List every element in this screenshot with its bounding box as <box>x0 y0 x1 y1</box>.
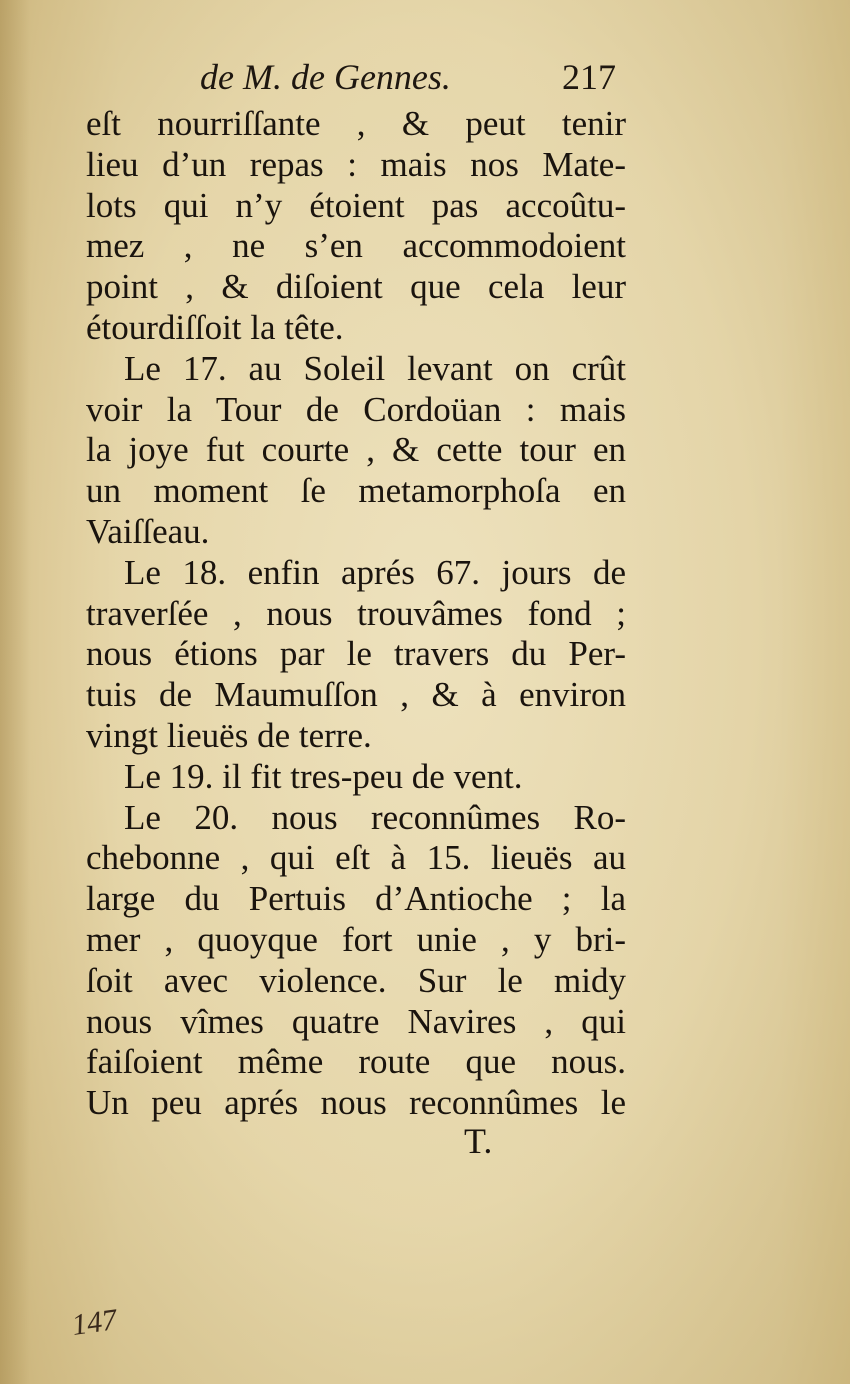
text-line: nous vîmes quatre Navires , qui <box>86 1001 626 1041</box>
text-line: point , & diſoient que cela leur <box>86 267 626 307</box>
text-line: Le 17. au Soleil levant on crût <box>124 348 626 388</box>
handwritten-margin-note: 147 <box>69 1303 120 1342</box>
running-head <box>0 56 850 106</box>
text-line: tuis de Maumuſſon , & à environ <box>86 675 626 715</box>
running-title: de M. de Gennes. <box>200 57 451 97</box>
text-line: mer , quoyque fort unie , y bri- <box>86 919 626 959</box>
text-line: voir la Tour de Cordoüan : mais <box>86 389 626 429</box>
text-line: faiſoient même route que nous. <box>86 1042 626 1082</box>
text-line: traverſée , nous trouvâmes fond ; <box>86 593 626 633</box>
text-line: Un peu aprés nous reconnûmes le <box>86 1083 626 1123</box>
text-line: eſt nourriſſante , & peut tenir <box>86 104 626 143</box>
text-line: Le 18. enfin aprés 67. jours de <box>124 552 626 592</box>
text-line: un moment ſe metamorphoſa en <box>86 471 626 511</box>
text-line: lots qui n’y étoient pas accoûtu- <box>86 185 626 225</box>
text-line: lieu d’un repas : mais nos Mate- <box>86 144 626 184</box>
text-line: Le 19. il fit tres-peu de vent. <box>124 756 523 796</box>
text-line: la joye fut courte , & cette tour en <box>86 430 626 470</box>
catchword: T. <box>464 1121 493 1161</box>
page-number: 217 <box>562 57 616 97</box>
text-line: large du Pertuis d’Antioche ; la <box>86 879 626 919</box>
text-line: nous étions par le travers du Per- <box>86 634 626 674</box>
text-line: mez , ne s’en accommodoient <box>86 226 626 266</box>
text-line: chebonne , qui eſt à 15. lieuës au <box>86 838 626 878</box>
text-line: ſoit avec violence. Sur le midy <box>86 960 626 1000</box>
page-gutter-shadow <box>0 0 30 1384</box>
body-text <box>86 104 626 1124</box>
text-line: Vaiſſeau. <box>86 511 210 551</box>
text-line: vingt lieuës de terre. <box>86 715 372 755</box>
text-line: étourdiſſoit la tête. <box>86 307 344 347</box>
text-line: Le 20. nous reconnûmes Ro- <box>124 797 626 837</box>
